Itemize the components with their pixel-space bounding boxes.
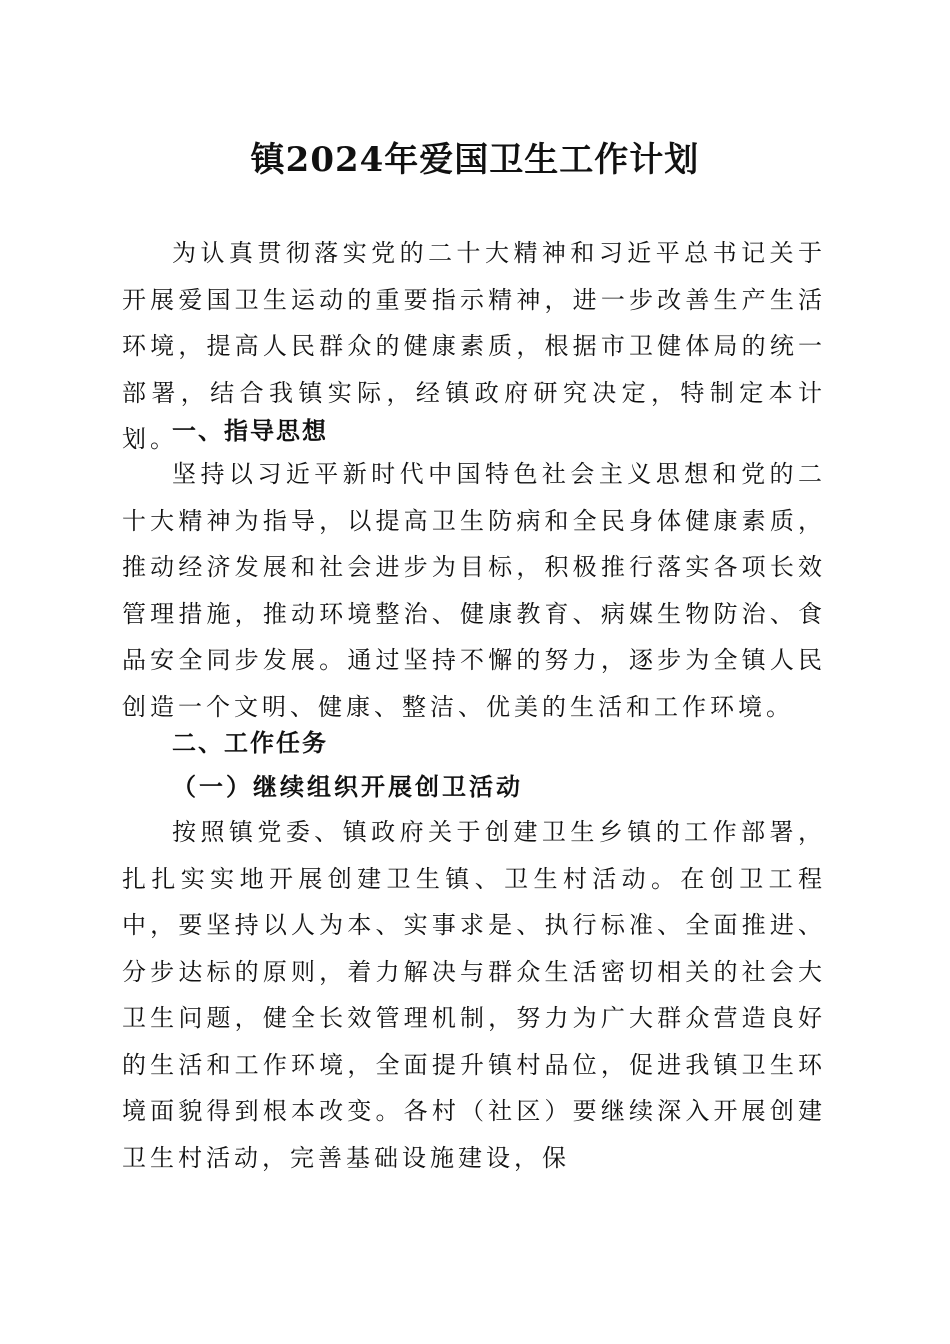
work-tasks-paragraph: 按照镇党委、镇政府关于创建卫生乡镇的工作部署，扎扎实实地开展创建卫生镇、卫生村活动。在创卫工程中，要坚持以人为本、实事求是、执行标准、全面推进、分步达标的原则，着力解决与群众生活密切相关的社会大卫生问题，健全长效管理机制，努力为广大群众营造良好的生活和工作环境，全面提升镇村品位，促进我镇卫生环境面貌得到根本改变。各村（社区）要继续深入开展创建卫生村活动，完善基础设施建设，保 (122, 818, 826, 1172)
document-title: 镇2024年爱国卫生工作计划 (250, 140, 700, 180)
section-heading-work-tasks: 二、工作任务 (172, 729, 328, 757)
section-heading-guiding-ideology: 一、指导思想 (172, 417, 328, 445)
subsection-heading-creation-activity: （一）继续组织开展创卫活动 (172, 772, 523, 801)
intro-paragraph: 为认真贯彻落实党的二十大精神和习近平总书记关于开展爱国卫生运动的重要指示精神，进一步改善生产生活环境，提高人民群众的健康素质，根据市卫健体局的统一部署，结合我镇实际，经镇政府研究决定，特制定本计划。 (122, 239, 826, 453)
guiding-ideology-paragraph: 坚持以习近平新时代中国特色社会主义思想和党的二十大精神为指导，以提高卫生防病和全民身体健康素质，推动经济发展和社会进步为目标，积极推行落实各项长效管理措施，推动环境整治、健康教育、病媒生物防治、食品安全同步发展。通过坚持不懈的努力，逐步为全镇人民创造一个文明、健康、整洁、优美的生活和工作环境。 (122, 460, 826, 721)
